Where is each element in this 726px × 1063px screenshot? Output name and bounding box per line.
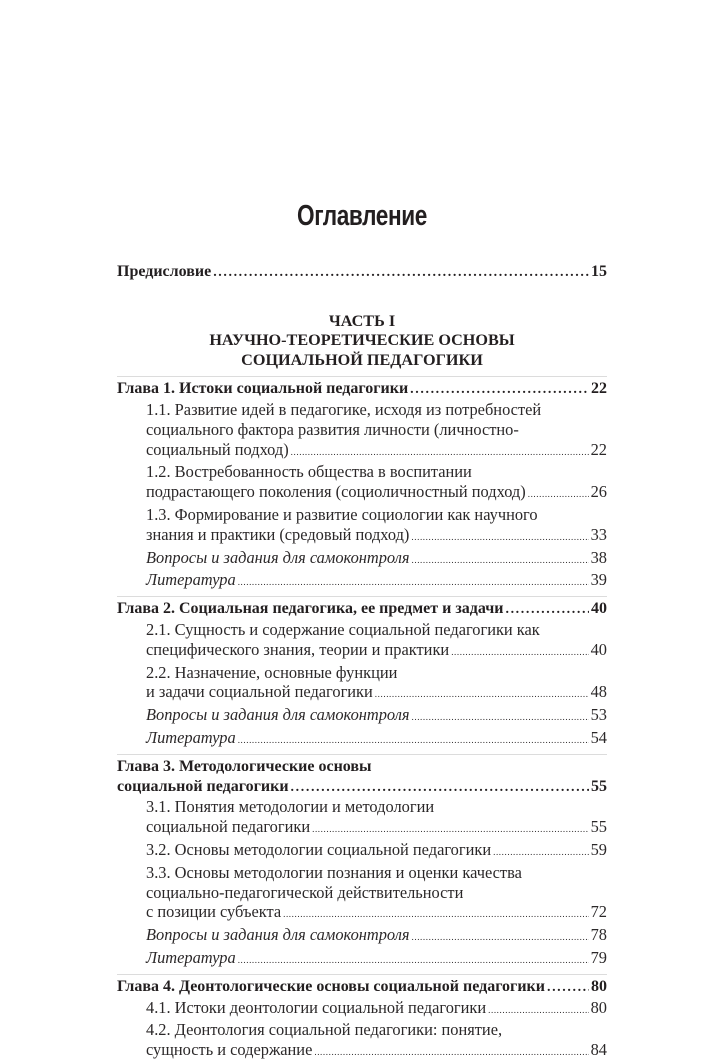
section-title-line[interactable]: 2.2. Назначение, основные функции — [146, 662, 398, 682]
page-number: 26 — [590, 482, 607, 502]
toc-entry-section[interactable] — [117, 640, 607, 663]
dot-leader — [283, 905, 589, 925]
dot-leader — [375, 685, 589, 705]
dot-leader — [312, 820, 589, 840]
section-title-line[interactable]: 1.1. Развитие идей в педагогике, исходя из потребностей — [146, 400, 542, 420]
entry-title: Вопросы и задания для самоконтроля — [146, 547, 410, 567]
dot-leader — [238, 573, 589, 593]
toc-entry-section[interactable] — [117, 998, 607, 1021]
dot-leader — [488, 1001, 588, 1021]
dot-leader — [547, 978, 589, 998]
page-number: 22 — [590, 439, 607, 459]
dot-leader — [412, 551, 589, 571]
entry-title: Вопросы и задания для самоконтроля — [146, 925, 410, 945]
entry-title: Литература — [146, 728, 236, 748]
page-number: 53 — [590, 705, 607, 725]
table-of-contents — [117, 262, 607, 1063]
dot-leader — [291, 778, 589, 798]
entry-title: социальный подход) — [146, 439, 289, 459]
section-title-line[interactable]: социально-педагогической действительности — [146, 882, 464, 902]
page-number: 79 — [590, 948, 607, 968]
part-heading-line: ЧАСТЬ I — [328, 311, 396, 330]
toc-entry-section[interactable] — [117, 840, 607, 863]
toc-entry-section[interactable] — [117, 525, 607, 548]
entry-title: Глава 2. Социальная педагогика, ее предмет и задачи — [117, 600, 504, 618]
toc-entry-section[interactable] — [117, 440, 607, 463]
page-title: Оглавление — [297, 200, 427, 232]
dot-leader — [412, 708, 589, 728]
toc-entry-appendix[interactable] — [117, 548, 607, 571]
entry-title: 3.2. Основы методологии социальной педагогики — [146, 840, 492, 860]
chapter-list — [117, 376, 607, 1063]
page-number: 59 — [590, 840, 607, 860]
part-heading-line: СОЦИАЛЬНОЙ ПЕДАГОГИКИ — [241, 350, 483, 369]
chapter-block — [117, 974, 607, 1063]
page-number: 54 — [590, 728, 607, 748]
entry-title: 4.1. Истоки деонтологии социальной педагогики — [146, 997, 487, 1017]
dot-leader — [412, 928, 589, 948]
section-title-line[interactable]: 3.1. Понятия методологии и методологии — [146, 797, 435, 817]
page-number: 80 — [591, 977, 607, 995]
toc-entry-section[interactable] — [117, 817, 607, 840]
page-number: 78 — [590, 925, 607, 945]
dot-leader — [505, 600, 589, 620]
page-number: 40 — [590, 639, 607, 659]
page-number: 48 — [590, 682, 607, 702]
page-number: 84 — [590, 1040, 607, 1060]
chapter-block — [117, 754, 607, 971]
toc-entry-appendix[interactable] — [117, 705, 607, 728]
page-number: 80 — [590, 997, 607, 1017]
dot-leader — [451, 643, 588, 663]
entry-title: социальной педагогики — [117, 777, 289, 795]
toc-entry-appendix[interactable] — [117, 570, 607, 593]
section-title-line[interactable]: 2.1. Сущность и содержание социальной педагогики как — [146, 620, 540, 640]
page-number: 33 — [590, 524, 607, 544]
entry-title: Литература — [146, 948, 236, 968]
dot-leader — [493, 843, 589, 863]
entry-title: специфического знания, теории и практики — [146, 639, 450, 659]
toc-entry-section[interactable] — [117, 482, 607, 505]
dot-leader — [528, 485, 589, 505]
entry-title: подрастающего поколения (социоличностный подход) — [146, 482, 526, 502]
toc-entry-chapter[interactable] — [117, 777, 607, 798]
toc-entry-appendix[interactable] — [117, 948, 607, 971]
part-heading — [117, 312, 607, 371]
entry-title: социальной педагогики — [146, 817, 311, 837]
toc-entry-appendix[interactable] — [117, 925, 607, 948]
chapter-block — [117, 596, 607, 751]
entry-title: и задачи социальной педагогики — [146, 682, 373, 702]
page-number: 22 — [591, 380, 607, 398]
dot-leader — [238, 951, 589, 971]
entry-title: с позиции субъекта — [146, 902, 282, 922]
toc-entry-section[interactable] — [117, 902, 607, 925]
section-title-line[interactable]: 3.3. Основы методологии познания и оценки качества — [146, 862, 522, 882]
entry-title: Предисловие — [117, 263, 212, 280]
dot-leader — [411, 528, 588, 548]
part-heading-line: НАУЧНО-ТЕОРЕТИЧЕСКИЕ ОСНОВЫ — [209, 331, 515, 350]
toc-entry-chapter[interactable] — [117, 599, 607, 620]
section-title-line[interactable]: социального фактора развития личности (личностно- — [146, 419, 519, 439]
page-number: 55 — [590, 817, 607, 837]
toc-entry-section[interactable] — [117, 682, 607, 705]
chapter-block — [117, 376, 607, 593]
dot-leader — [291, 443, 589, 463]
toc-entry-appendix[interactable] — [117, 728, 607, 751]
page-number: 39 — [590, 570, 607, 590]
dot-leader — [410, 380, 589, 400]
dot-leader — [213, 263, 589, 283]
section-title-line[interactable]: 1.2. Востребованность общества в воспитании — [146, 462, 472, 482]
dot-leader — [238, 731, 589, 751]
entry-title: Вопросы и задания для самоконтроля — [146, 705, 410, 725]
page-number: 55 — [591, 777, 607, 795]
dot-leader — [314, 1043, 588, 1063]
section-title-line[interactable]: 4.2. Деонтология социальной педагогики: понятие, — [146, 1020, 503, 1040]
toc-entry-preface[interactable] — [117, 262, 607, 283]
page-number: 38 — [590, 547, 607, 567]
chapter-heading-line[interactable]: Глава 3. Методологические основы — [117, 757, 372, 775]
toc-entry-chapter[interactable] — [117, 977, 607, 998]
entry-title: Глава 4. Деонтологические основы социальной педагогики — [117, 977, 545, 995]
entry-title: Литература — [146, 570, 236, 590]
entry-title: знания и практики (средовый подход) — [146, 524, 410, 544]
page-number: 15 — [591, 263, 607, 280]
toc-entry-chapter[interactable] — [117, 379, 607, 400]
page-number: 40 — [591, 600, 607, 618]
entry-title: Глава 1. Истоки социальной педагогики — [117, 380, 409, 398]
section-title-line[interactable]: 1.3. Формирование и развитие социологии как научного — [146, 505, 538, 525]
toc-entry-section[interactable] — [117, 1040, 607, 1063]
page-number: 72 — [590, 902, 607, 922]
entry-title: сущность и содержание — [146, 1040, 313, 1060]
